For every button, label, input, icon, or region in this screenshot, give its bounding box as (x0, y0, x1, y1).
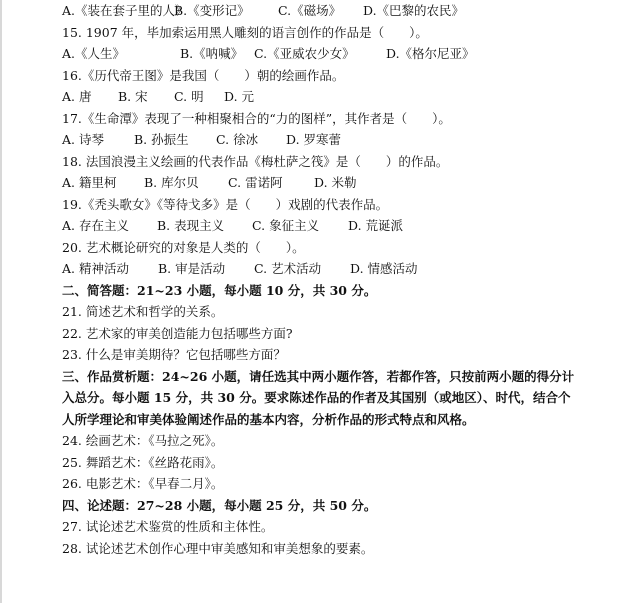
q20-stem: 20. 艺术概论研究的对象是人类的（ ）。 (62, 239, 305, 255)
q21-text: 21. 简述艺术和哲学的关系。 (62, 304, 224, 319)
q20-option-b: B. 审是活动 (158, 261, 226, 276)
q16-stem: 16.《历代帝王图》是我国（ ）朝的绘画作品。 (62, 67, 345, 83)
section2-heading: 二、简答题：21~23 小题，每小题 10 分，共 30 分。 (62, 282, 377, 298)
q16-option-b: B. 宋 (118, 89, 148, 104)
q26-text: 26. 电影艺术：《早春二月》。 (62, 476, 224, 491)
q24-text: 24. 绘画艺术：《马拉之死》。 (62, 433, 224, 448)
q18-options (62, 172, 622, 194)
q18-option-d: D. 米勒 (314, 175, 357, 190)
q15-option-b: B.《呐喊》 (180, 46, 244, 61)
q19-option-d: D. 荒诞派 (348, 218, 404, 233)
q15-options (62, 43, 622, 65)
section4-heading: 四、论述题：27~28 小题，每小题 25 分，共 50 分。 (62, 497, 377, 513)
q15-option-c: C.《亚威农少女》 (254, 46, 355, 61)
q27-text: 27. 试论述艺术鉴赏的性质和主体性。 (62, 519, 274, 534)
page-edge-line (0, 0, 2, 603)
q14-option-b: B.《变形记》 (174, 3, 250, 18)
q16-options (62, 86, 622, 108)
q16-option-d: D. 元 (224, 89, 255, 104)
q20-option-d: D. 情感活动 (350, 261, 418, 276)
q18-stem: 18. 法国浪漫主义绘画的代表作品《梅杜萨之筏》是（ ）的作品。 (62, 153, 449, 169)
section3-heading: 三、作品赏析题： (62, 368, 163, 384)
q15-stem: 15. 1907 年，毕加索运用黑人雕刻的语言创作的作品是（ ）。 (62, 24, 428, 40)
q14-option-d: D.《巴黎的农民》 (363, 3, 465, 18)
q17-option-b: B. 孙振生 (134, 132, 189, 147)
exam-content (62, 0, 622, 559)
q17-option-a: A. 诗琴 (62, 132, 104, 147)
q18-option-a: A. 籍里柯 (62, 175, 117, 190)
q16-option-a: A. 唐 (62, 89, 92, 104)
q23-text: 23. 什么是审美期待？它包括哪些方面？ (62, 347, 286, 362)
q17-option-d: D. 罗寒蕾 (286, 132, 342, 147)
q14-options (62, 0, 622, 22)
q19-option-a: A. 存在主义 (62, 218, 129, 233)
q22-text: 22. 艺术家的审美创造能力包括哪些方面? (62, 325, 293, 341)
q20-option-c: C. 艺术活动 (254, 261, 322, 276)
section3-body: 24~26 小题，请任选其中两小题作答，若都作答，只按前两小题的得分计入总分。每小题 15 分，共 30 分。要求陈述作品的作者及其国别（或地区）、时代，结合个人所学理论和审美体验阐述作品的基本内容，分析作品的形式特点和风格。 (62, 368, 575, 427)
q19-option-c: C. 象征主义 (252, 218, 320, 233)
q19-option-b: B. 表现主义 (157, 218, 225, 233)
q14-option-c: C.《磁场》 (278, 3, 342, 18)
q17-stem: 17.《生命潭》表现了一种相聚相合的“力的图样”，其作者是（ ）。 (62, 110, 451, 126)
q20-options (62, 258, 622, 280)
q17-options (62, 129, 622, 151)
q19-stem: 19.《秃头歌女》《等待戈多》是（ ）戏剧的代表作品。 (62, 196, 389, 212)
q20-option-a: A. 精神活动 (62, 261, 129, 276)
q18-option-b: B. 库尔贝 (144, 175, 199, 190)
q25-text: 25. 舞蹈艺术：《丝路花雨》。 (62, 454, 224, 470)
q28-text: 28. 试论述艺术创作心理中审美感知和审美想象的要素。 (62, 540, 374, 556)
q16-option-c: C. 明 (174, 89, 204, 104)
section3-instructions (62, 366, 582, 431)
q15-option-a: A.《人生》 (62, 46, 126, 61)
q15-option-d: D.《格尔尼亚》 (386, 46, 475, 61)
q17-option-c: C. 徐冰 (216, 132, 259, 147)
q19-options (62, 215, 622, 237)
q14-option-a: A.《装在套子里的人》 (62, 3, 188, 18)
q18-option-c: C. 雷诺阿 (228, 175, 283, 190)
